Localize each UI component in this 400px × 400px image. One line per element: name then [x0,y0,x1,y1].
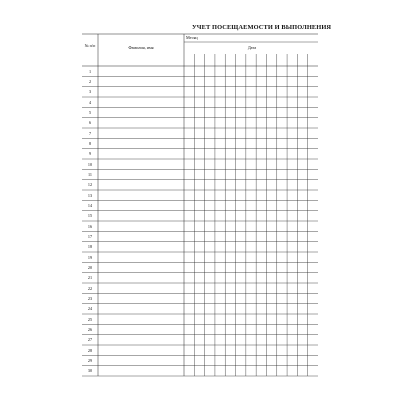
row-number: 24 [87,306,93,312]
row-number: 18 [87,244,93,250]
row-number: 21 [87,275,93,281]
row-number: 12 [87,182,93,188]
row-number: 26 [87,327,93,332]
row-number: 22 [87,285,93,291]
row-number: 4 [88,99,92,105]
row-number: 10 [87,161,93,167]
row-number: 17 [87,234,93,239]
row-number: 27 [87,337,93,343]
column-header-name: Фамилия, имя [128,45,154,50]
row-number: 11 [87,172,93,177]
row-number: 9 [88,151,92,157]
row-number: 15 [87,213,93,219]
row-number: 2 [88,79,92,84]
row-number: 16 [87,223,93,229]
row-number: 29 [87,358,93,363]
attendance-table [82,34,318,376]
row-number: 14 [87,203,93,208]
column-header-month: Месяц [186,35,198,40]
row-number: 8 [88,141,92,146]
row-number: 23 [87,296,93,301]
row-number: 1 [88,68,92,74]
row-number: 25 [87,316,93,322]
row-number: 6 [88,120,92,126]
row-number: 7 [88,130,92,136]
column-header-date: Дата [247,45,257,50]
row-number: 28 [87,347,93,353]
table-grid [82,34,318,376]
row-number: 19 [87,254,93,260]
row-number: 13 [87,192,93,198]
row-number: 5 [88,110,92,115]
row-number: 20 [87,265,93,270]
column-header-number: № п/п [84,43,96,48]
page-title: УЧЕТ ПОСЕЩАЕМОСТИ И ВЫПОЛНЕНИЯ [192,24,332,31]
row-number: 3 [88,89,92,95]
row-number: 30 [87,368,93,374]
